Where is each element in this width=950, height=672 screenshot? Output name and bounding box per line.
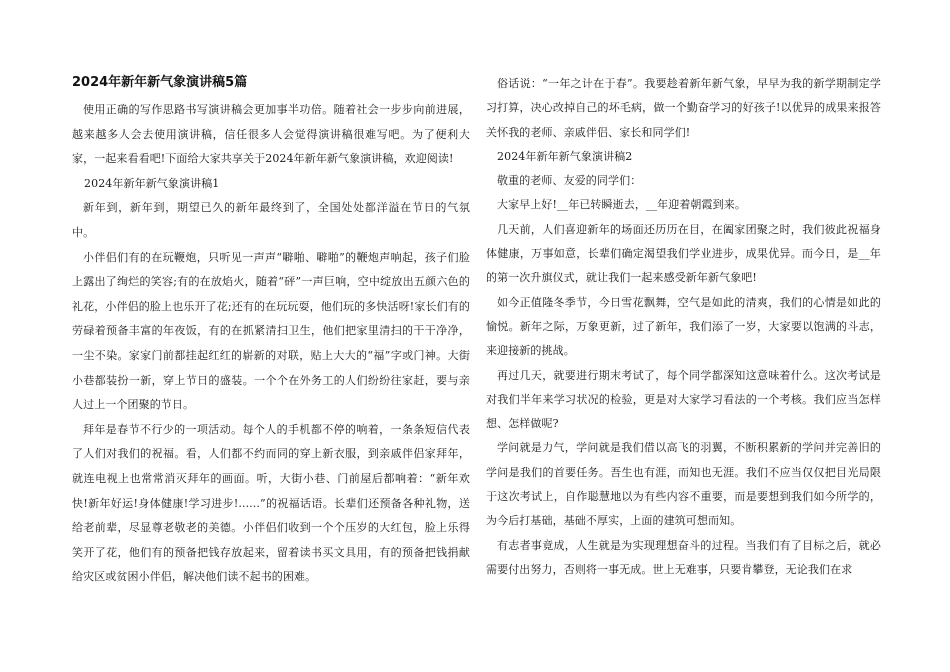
- body-paragraph: 新年到，新年到，期望已久的新年最终到了，全国处处都洋溢在节日的气氛中。: [72, 201, 470, 239]
- body-paragraph: 小伴侣们有的在玩鞭炮，只听见一声声“噼啪、噼啪”的鞭炮声响起，孩子们脸上露出了绚烂的笑容;有的在放焰火，随着“砰”一声巨响，空中绽放出五颜六色的礼花，小伴侣的脸上也乐开了花;还有的在玩玩耍，他们玩的多快活呀!家长们有的劳碌着预备丰富的年夜饭，有的在抓紧清扫卫生，他们把家里清扫的干干净净，一尘不染。家家门前都挂起红红的崭新的对联，贴上大大的“福”字或门神。大街小巷都装扮一新，穿上节日的盛装。一个个在外务工的人们纷纷往家赶，要与亲人过上一个团聚的节日。: [72, 250, 470, 412]
- body-paragraph: 有志者事竟成，人生就是为实现理想奋斗的过程。当我们有了目标之后，就必需要付出努力，否则将一事无成。世上无难事，只要肯攀登，无论我们在求: [486, 538, 881, 576]
- body-paragraph: 如今正值隆冬季节，今日雪花飘舞，空气是如此的清爽，我们的心情是如此的愉悦。新年之际，万象更新，过了新年，我们添了一岁，大家要以饱满的斗志，来迎接新的挑战。: [486, 295, 881, 358]
- left-column: [72, 72, 470, 590]
- section-heading-1: 2024年新年新气象演讲稿1: [84, 176, 220, 190]
- greeting-line: 敬重的老师、友爱的同学们：: [497, 174, 642, 188]
- intro-paragraph: 使用正确的写作思路书写演讲稿会更加事半功倍。随着社会一步步向前进展，越来越多人会去使用演讲稿，信任很多人会觉得演讲稿很难写吧。为了便利大家，一起来看看吧!下面给大家共享关于2024年新年新气象演讲稿，欢迎阅读!: [72, 103, 470, 166]
- body-paragraph: 大家早上好!__年已转瞬逝去，__年迎着朝霞到来。: [497, 198, 746, 212]
- body-paragraph: 俗话说：“一年之计在于春”。我要趁着新年新气象，早早为我的新学期制定学习打算，决心改掉自己的坏毛病，做一个勤奋学习的好孩子!以优异的成果来报答关怀我的老师、亲戚伴侣、家长和同学们!: [486, 77, 881, 139]
- body-paragraph: 拜年是春节不行少的一项活动。每个人的手机都不停的响着，一条条短信代表了人们对我们的祝福。看，人们都不约而同的穿上新衣服，到亲戚伴侣家拜年，就连电视上也常常消灭拜年的画面。听，大街小巷、门前屋后都响着：“新年欢快!新年好运!身体健康!学习进步!......”的祝福话语。长辈们还预备各种礼物，送给老前辈，尽显尊老敬老的美德。小伴侣们收到一个个压岁的大红包，脸上乐得笑开了花，他们有的预备把钱存放起来，留着读书买文具用，有的预备把钱捐献给灾区或贫困小伴侣，解决他们读不起书的困难。: [72, 422, 470, 584]
- right-column: [486, 72, 881, 582]
- document-title: 2024年新年新气象演讲稿5篇: [72, 75, 248, 90]
- body-paragraph: 学问就是力气，学问就是我们借以高飞的羽翼，不断积累新的学问并完善旧的学问是我们的首要任务。吾生也有涯，而知也无涯。我们不应当仅仅把目光局限于这次考试上，自作聪慧地以为有些内容不重要，而是要想到我们如今所学的，为今后打基础，基础不厚实，上面的建筑可想而知。: [486, 441, 881, 528]
- body-paragraph: 几天前，人们喜迎新年的场面还历历在目，在阖家团聚之时，我们彼此祝福身体健康，万事如意，长辈们确定渴望我们学业进步，成果优异。而今日，是__年的第一次升旗仪式，就让我们一起来感受新年新气象吧!: [486, 222, 881, 285]
- section-heading-2: 2024年新年新气象演讲稿2: [497, 149, 633, 163]
- body-paragraph: 再过几天，就要进行期末考试了，每个同学都深知这意味着什么。这次考试是对我们半年来学习状况的检验，更是对大家学习看法的一个考核。我们应当怎样想、怎样做呢?: [486, 368, 881, 431]
